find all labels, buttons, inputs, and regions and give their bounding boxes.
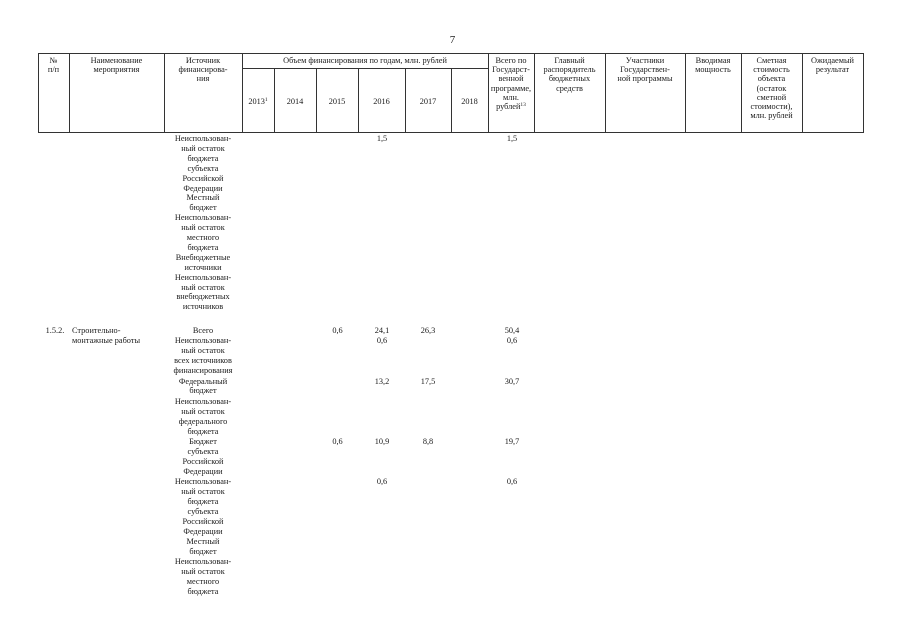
page-number: 7 (449, 34, 456, 46)
header-source: Источник финансирова- ния (178, 56, 228, 84)
source-label: Неиспользован- ный остаток всех источников финансирования (173, 336, 233, 376)
header-estimated-cost: Сметная стоимость объекта (остаток сметной стоимости), млн. рублей (750, 56, 793, 121)
source-label: Неиспользован- ный остаток местного бюджета (174, 557, 232, 596)
header-year-2016: 2016 (373, 97, 390, 106)
header-year-2015: 2015 (328, 97, 346, 106)
source-label: Всего (192, 326, 214, 335)
value-total: 30,7 (504, 376, 520, 386)
source-label: Бюджет субъекта Российской Федерации (182, 436, 224, 476)
value-2015: 0,6 (332, 326, 343, 335)
col-line (863, 53, 864, 133)
value-2017: 8,8 (422, 436, 434, 446)
value-2017: 26,3 (420, 326, 436, 335)
table-header (38, 53, 864, 133)
top-value-2016: 1,5 (376, 134, 388, 143)
value-2016: 10,9 (374, 436, 390, 446)
source-label: Неиспользован- ный остаток местного бюджета (174, 213, 232, 252)
top-value-total: 1,5 (506, 134, 518, 143)
source-label: Федеральный бюджет (178, 376, 228, 396)
header-main-manager: Главный распорядитель бюджетных средств (543, 56, 596, 93)
value-total: 50,4 (504, 326, 520, 335)
value-total: 19,7 (504, 436, 520, 446)
value-2016: 0,6 (376, 336, 388, 346)
value-2015: 0,6 (332, 436, 343, 446)
source-label: Неиспользован- ный остаток внебюджетных источников (174, 272, 232, 312)
value-2016: 0,6 (376, 477, 388, 486)
header-expected-result: Ожидаемый результат (810, 56, 855, 75)
header-num: № п/п (47, 56, 60, 75)
header-year-2017: 2017 (419, 97, 437, 106)
header-year-2014: 2014 (286, 97, 304, 106)
row-name: Строительно- монтажные работы (72, 326, 141, 345)
source-label: Неиспользован- ный остаток бюджета субъекта Российской Федерации (174, 477, 232, 536)
header-year-2018: 2018 (461, 97, 478, 106)
source-label: Местный бюджет (186, 193, 220, 213)
value-total: 0,6 (506, 477, 518, 486)
value-2016: 13,2 (374, 376, 390, 386)
header-year-2013: 2013$^1$ (248, 97, 268, 106)
header-participants: Участники Государствен- ной программы (617, 56, 673, 84)
source-label: Внебюджетные источники (175, 252, 231, 272)
source-label: Неиспользован- ный остаток федерального бюджета (174, 396, 232, 436)
header-total: Всего по Государст- венной программе, млн. рублей$^{13}$ (490, 56, 532, 112)
header-capacity: Вводимая мощность (695, 56, 731, 75)
header-name: Наименование мероприятия (90, 56, 143, 75)
source-label: Неиспользован- ный остаток бюджета субъекта Российской Федерации (174, 134, 232, 193)
row-number: 1.5.2. (45, 326, 65, 335)
value-total: 0,6 (506, 336, 518, 346)
source-label: Местный бюджет (186, 536, 220, 556)
value-2016: 24,1 (374, 326, 390, 335)
value-2017: 17,5 (420, 376, 436, 386)
header-funding-by-years: Объем финансирования по годам, млн. рублей (283, 56, 447, 65)
